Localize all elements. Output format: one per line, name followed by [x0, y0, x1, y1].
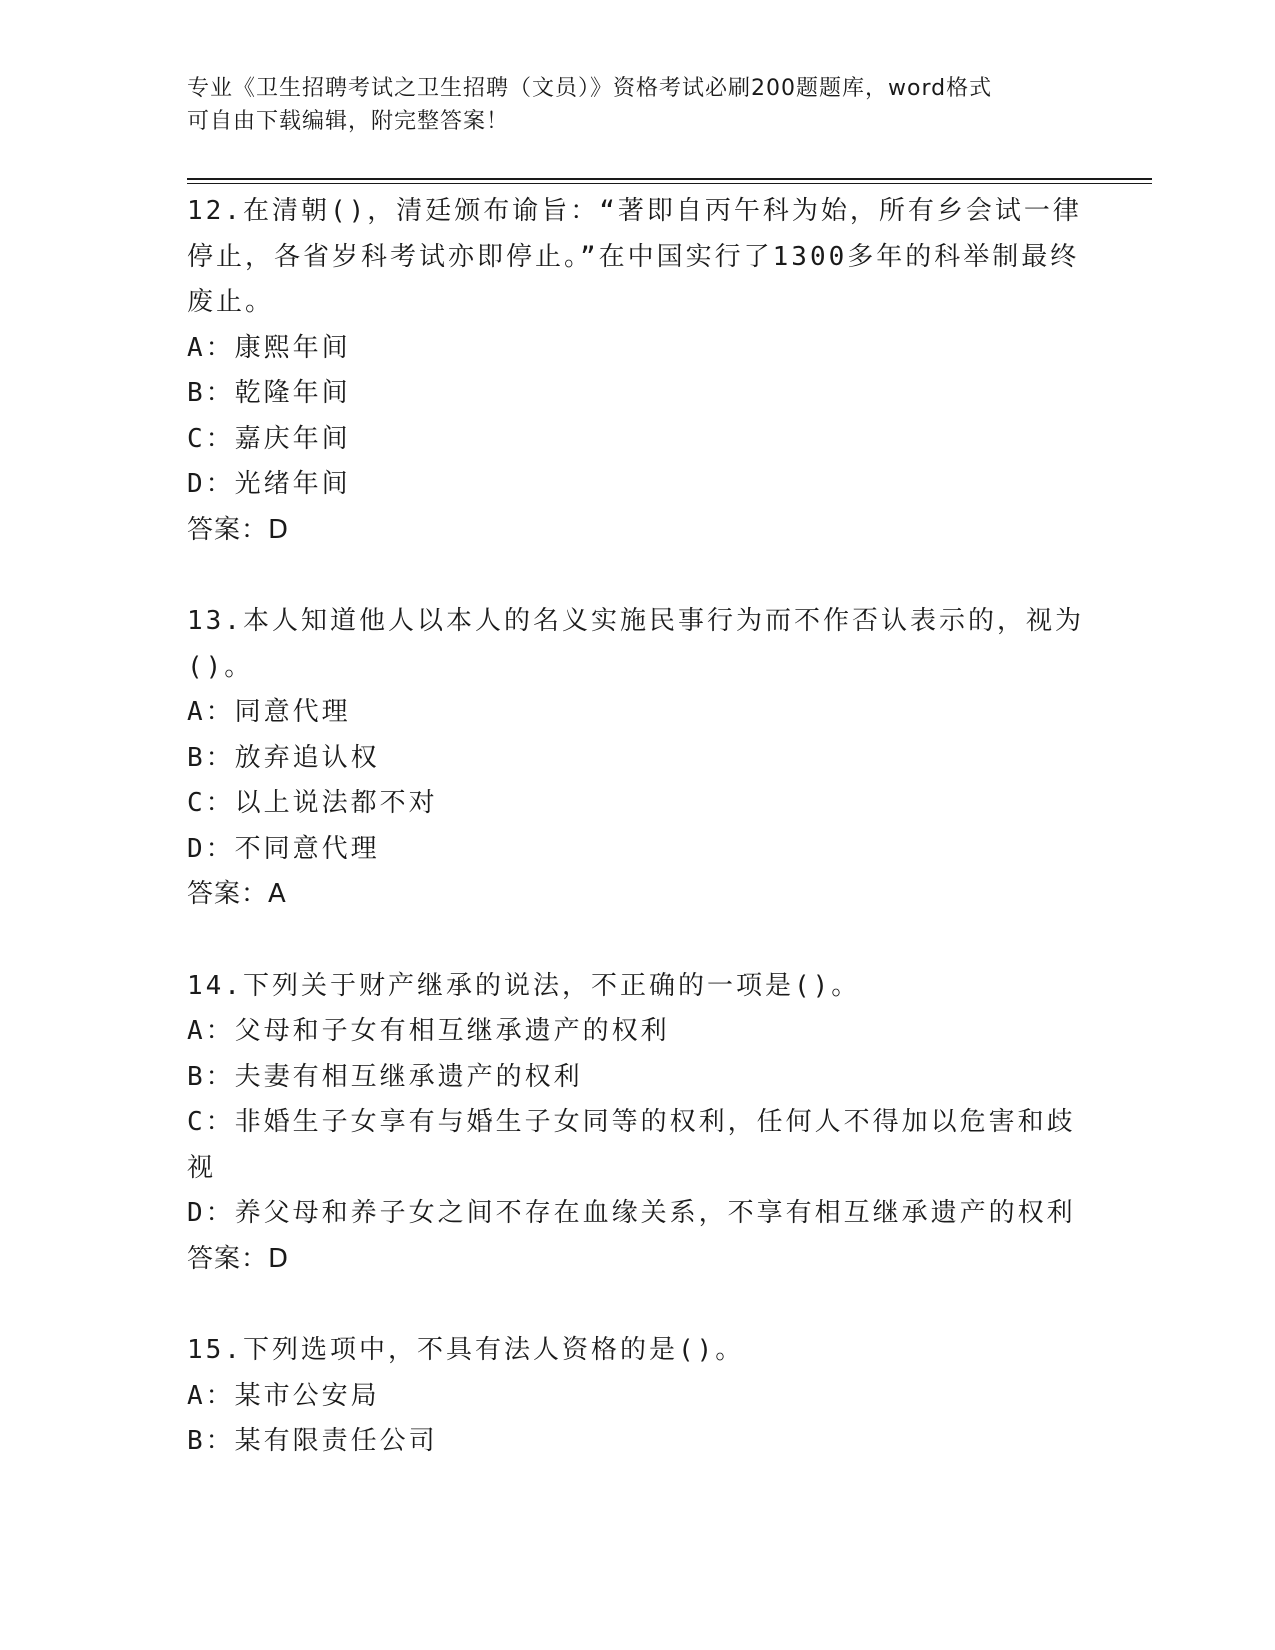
- question-text: 15.下列选项中，不具有法人资格的是()。: [187, 1335, 745, 1365]
- option-b: B：放弃追认权: [187, 742, 380, 773]
- answer-label: 答案：D: [187, 514, 290, 545]
- option-c: C：嘉庆年间: [187, 423, 351, 454]
- option-d: D：光绪年间: [187, 469, 351, 499]
- header-divider-thick: [187, 178, 1152, 180]
- answer-label: 答案：D: [187, 1243, 290, 1274]
- option-a: A：某市公安局: [187, 1380, 380, 1411]
- option-b: B：乾隆年间: [187, 378, 351, 408]
- question-text: 14.下列关于财产继承的说法，不正确的一项是()。: [187, 970, 861, 1001]
- header-line-2: 可自由下载编辑，附完整答案！: [187, 109, 510, 134]
- answer-label: 答案：A: [187, 879, 287, 909]
- option-c: C：非婚生子女享有与婚生子女同等的权利，任何人不得加以危害和歧视: [187, 1107, 1076, 1183]
- question-15: [187, 1328, 1087, 1465]
- option-d: D：养父母和养子女之间不存在血缘关系，不享有相互继承遗产的权利: [187, 1198, 1076, 1228]
- option-a: A：同意代理: [187, 697, 351, 727]
- question-text: 12.在清朝()，清廷颁布谕旨：“著即自丙午科为始，所有乡会试一律停止，各省岁科考试亦即停止。”在中国实行了1300多年的科举制最终废止。: [187, 196, 1082, 317]
- option-b: B：某有限责任公司: [187, 1426, 438, 1456]
- option-b: B：夫妻有相互继承遗产的权利: [187, 1061, 583, 1092]
- document-header: [187, 72, 1087, 138]
- option-d: D：不同意代理: [187, 833, 380, 864]
- option-a: A：康熙年间: [187, 332, 351, 363]
- question-list: [187, 189, 1087, 1511]
- question-12: [187, 189, 1087, 553]
- question-14: [187, 964, 1087, 1283]
- option-c: C：以上说法都不对: [187, 788, 438, 818]
- header-line-1: 专业《卫生招聘考试之卫生招聘（文员）》资格考试必刷200题题库，word格式: [187, 76, 993, 101]
- question-13: [187, 599, 1087, 918]
- header-divider-thin: [187, 183, 1152, 184]
- option-a: A：父母和子女有相互继承遗产的权利: [187, 1016, 670, 1046]
- question-text: 13.本人知道他人以本人的名义实施民事行为而不作否认表示的，视为()。: [187, 606, 1084, 682]
